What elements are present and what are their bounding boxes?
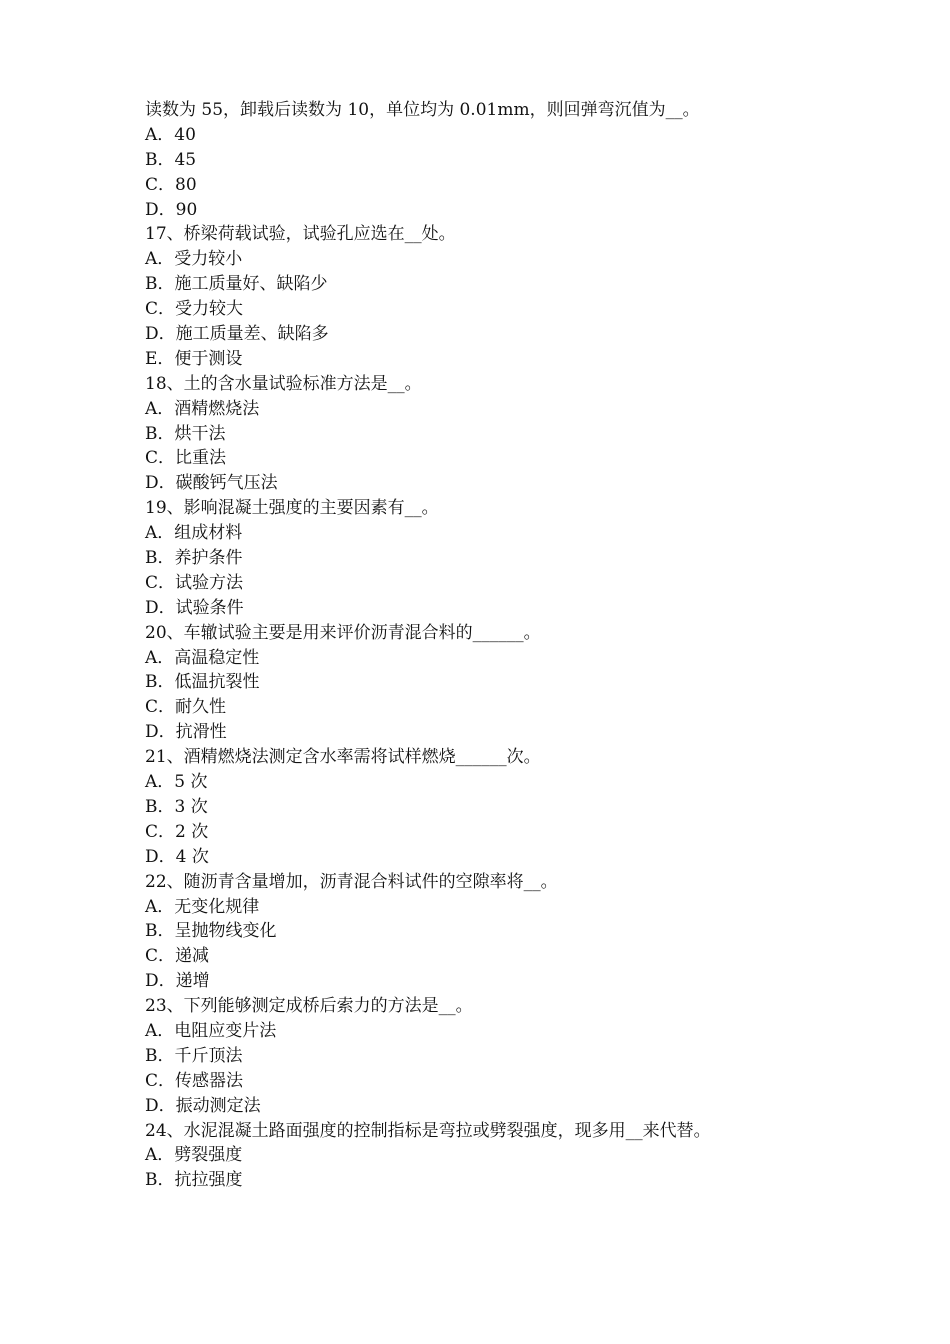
option-line: C．耐久性 [145,697,227,718]
option-line: A．电阻应变片法 [145,1020,277,1041]
option-line: A．40 [145,124,196,145]
question-20: 20、车辙试验主要是用来评价沥青混合料的______。 [145,622,541,643]
option-line: A．无变化规律 [145,896,260,917]
option-line: D．振动测定法 [145,1095,261,1116]
option-line: E．便于测设 [145,348,243,369]
question-17: 17、桥梁荷载试验，试验孔应选在__处。 [145,224,456,245]
option-line: C．试验方法 [145,572,244,593]
option-line: C．比重法 [145,448,227,469]
option-line: B．养护条件 [145,548,243,569]
option-line: C．递减 [145,946,210,967]
option-line: B．45 [145,149,197,170]
option-line: A．酒精燃烧法 [145,398,260,419]
option-line: A．劈裂强度 [145,1145,243,1166]
option-line: D．90 [145,199,198,220]
option-line: A．组成材料 [145,523,243,544]
document-body [145,98,845,1193]
option-line: D．碳酸钙气压法 [145,473,278,494]
option-line: D．试验条件 [145,597,244,618]
option-line: C．2 次 [145,821,209,842]
option-line: B．施工质量好、缺陷少 [145,274,328,295]
option-line: C．传感器法 [145,1070,244,1091]
option-line: B．呈抛物线变化 [145,921,277,942]
question-23: 23、下列能够测定成桥后索力的方法是__。 [145,996,473,1017]
question-16-continuation: 读数为 55，卸载后读数为 10，单位均为 0.01mm，则回弹弯沉值为__。 [145,100,700,120]
option-line: A．高温稳定性 [145,647,260,668]
option-line: B．3 次 [145,796,208,817]
option-line: B．烘干法 [145,423,226,444]
option-line: D．施工质量差、缺陷多 [145,324,329,345]
option-line: D．递增 [145,971,210,992]
option-line: A．受力较小 [145,249,243,270]
option-line: D．抗滑性 [145,722,227,743]
option-line: D．4 次 [145,846,209,867]
question-19: 19、影响混凝土强度的主要因素有__。 [145,498,439,519]
question-22: 22、随沥青含量增加，沥青混合料试件的空隙率将__。 [145,871,558,892]
option-line: B．低温抗裂性 [145,672,260,693]
option-line: C．80 [145,174,197,195]
question-21: 21、酒精燃烧法测定含水率需将试样燃烧______次。 [145,747,541,768]
question-24: 24、水泥混凝土路面强度的控制指标是弯拉或劈裂强度，现多用__来代替。 [145,1120,711,1141]
option-line: A．5 次 [145,772,208,793]
option-line: B．抗拉强度 [145,1170,243,1191]
option-line: B．千斤顶法 [145,1045,243,1066]
option-line: C．受力较大 [145,299,244,320]
question-18: 18、土的含水量试验标准方法是__。 [145,373,422,394]
